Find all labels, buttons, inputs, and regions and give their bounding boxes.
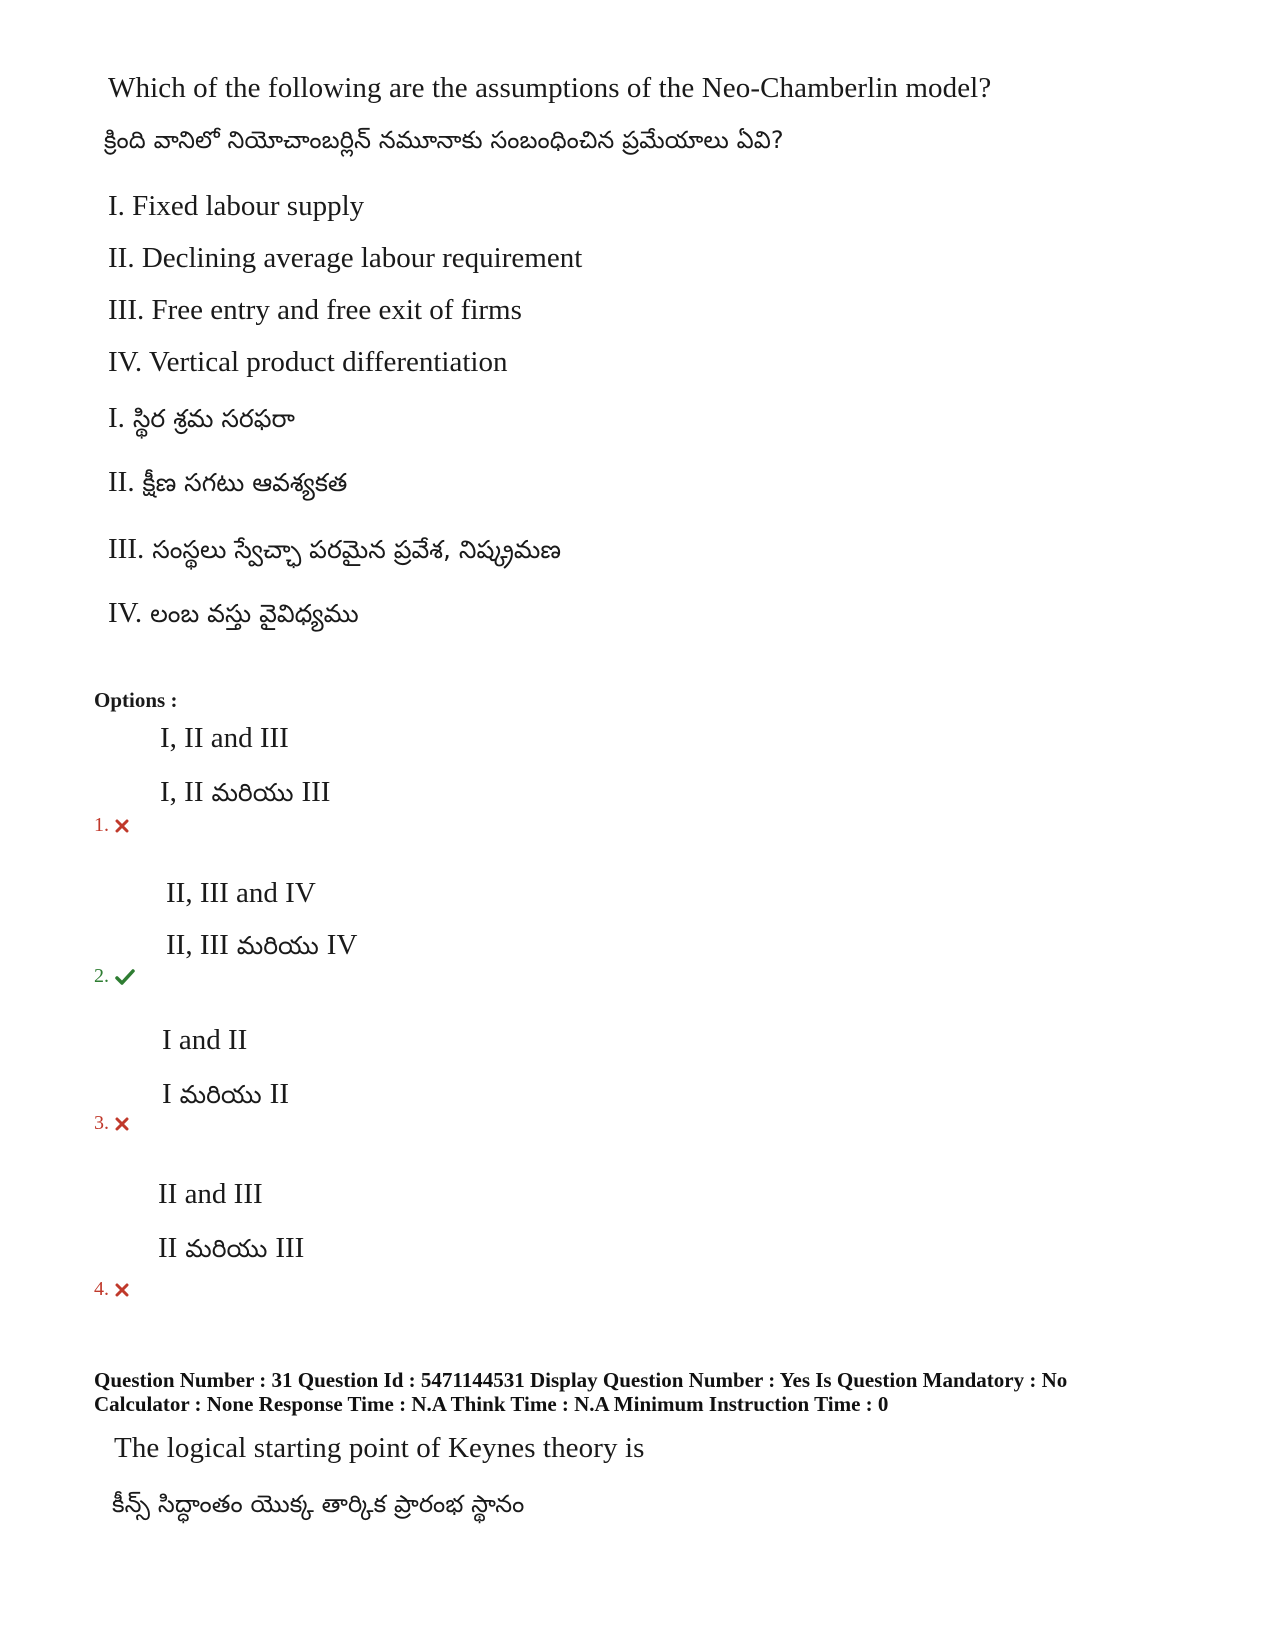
option-te-roman: III bbox=[301, 776, 331, 808]
statement-te-number: I. bbox=[108, 402, 125, 434]
statement-te-text: సంస్థలు స్వేచ్ఛా పరమైన ప్రవేశ, నిష్క్రమణ bbox=[152, 535, 562, 564]
option-3-text-te bbox=[162, 1078, 289, 1116]
option-2-marker bbox=[94, 965, 135, 988]
statement-te-2 bbox=[108, 466, 347, 504]
option-te-roman: III bbox=[275, 1232, 305, 1264]
option-te-roman: I, II bbox=[160, 776, 204, 808]
statement-te-number: III. bbox=[108, 533, 145, 565]
option-te-word: మరియు bbox=[211, 778, 294, 807]
statement-en-3: III. Free entry and free exit of firms bbox=[108, 294, 522, 326]
question-31-text-te: కీన్స్ సిద్ధాంతం యొక్క తార్కిక ప్రారంభ స్థానం bbox=[112, 1490, 525, 1518]
option-te-word: మరియు bbox=[179, 1080, 262, 1109]
option-4-text-te bbox=[158, 1232, 304, 1270]
option-te-word: మరియు bbox=[236, 931, 319, 960]
statement-en-4: IV. Vertical product differentiation bbox=[108, 346, 508, 378]
option-te-roman: I bbox=[162, 1078, 172, 1110]
question-31-text-en: The logical starting point of Keynes theory is bbox=[114, 1432, 645, 1464]
option-label: 1. bbox=[94, 814, 109, 836]
question-meta-line-1: Question Number : 31 Question Id : 5471144531 Display Question Number : Yes Is Question Mandatory : No bbox=[94, 1368, 1068, 1392]
statement-te-text: స్థిర శ్రమ సరఫరా bbox=[132, 404, 295, 433]
statement-te-4 bbox=[108, 597, 359, 635]
question-text-te: క్రింది వానిలో నియోచాంబర్లిన్ నమూనాకు సంబంధించిన ప్రమేయాలు ఏవి? bbox=[104, 126, 784, 154]
cross-icon bbox=[115, 1117, 129, 1131]
question-text-en: Which of the following are the assumptions of the Neo-Chamberlin model? bbox=[108, 72, 992, 104]
statement-te-text: లంబ వస్తు వైవిధ్యము bbox=[150, 599, 359, 628]
option-te-roman: II bbox=[158, 1232, 178, 1264]
option-te-roman: II, III bbox=[166, 929, 229, 961]
cross-icon bbox=[115, 819, 129, 833]
statement-en-2: II. Declining average labour requirement bbox=[108, 242, 583, 274]
option-2-text-te bbox=[166, 929, 357, 967]
option-te-roman: II bbox=[269, 1078, 289, 1110]
question-meta-line-2: Calculator : None Response Time : N.A Think Time : N.A Minimum Instruction Time : 0 bbox=[94, 1392, 889, 1416]
option-te-roman: IV bbox=[326, 929, 358, 961]
option-1-text-en: I, II and III bbox=[160, 722, 289, 754]
option-4-marker bbox=[94, 1278, 129, 1301]
options-heading: Options : bbox=[94, 688, 178, 712]
statement-te-1 bbox=[108, 402, 295, 440]
option-1-marker bbox=[94, 814, 129, 837]
option-label: 3. bbox=[94, 1112, 109, 1134]
check-icon bbox=[115, 969, 135, 985]
option-3-marker bbox=[94, 1112, 129, 1135]
option-1-text-te bbox=[160, 776, 330, 814]
statement-en-1: I. Fixed labour supply bbox=[108, 190, 365, 222]
option-3-text-en: I and II bbox=[162, 1024, 248, 1056]
statement-te-text: క్షీణ సగటు ఆవశ్యకత bbox=[142, 468, 348, 497]
cross-icon bbox=[115, 1283, 129, 1297]
statement-te-3 bbox=[108, 533, 561, 571]
option-te-word: మరియు bbox=[185, 1234, 268, 1263]
option-2-text-en: II, III and IV bbox=[166, 877, 316, 909]
option-label: 2. bbox=[94, 965, 109, 987]
statement-te-number: II. bbox=[108, 466, 135, 498]
option-label: 4. bbox=[94, 1278, 109, 1300]
statement-te-number: IV. bbox=[108, 597, 143, 629]
option-4-text-en: II and III bbox=[158, 1178, 263, 1210]
